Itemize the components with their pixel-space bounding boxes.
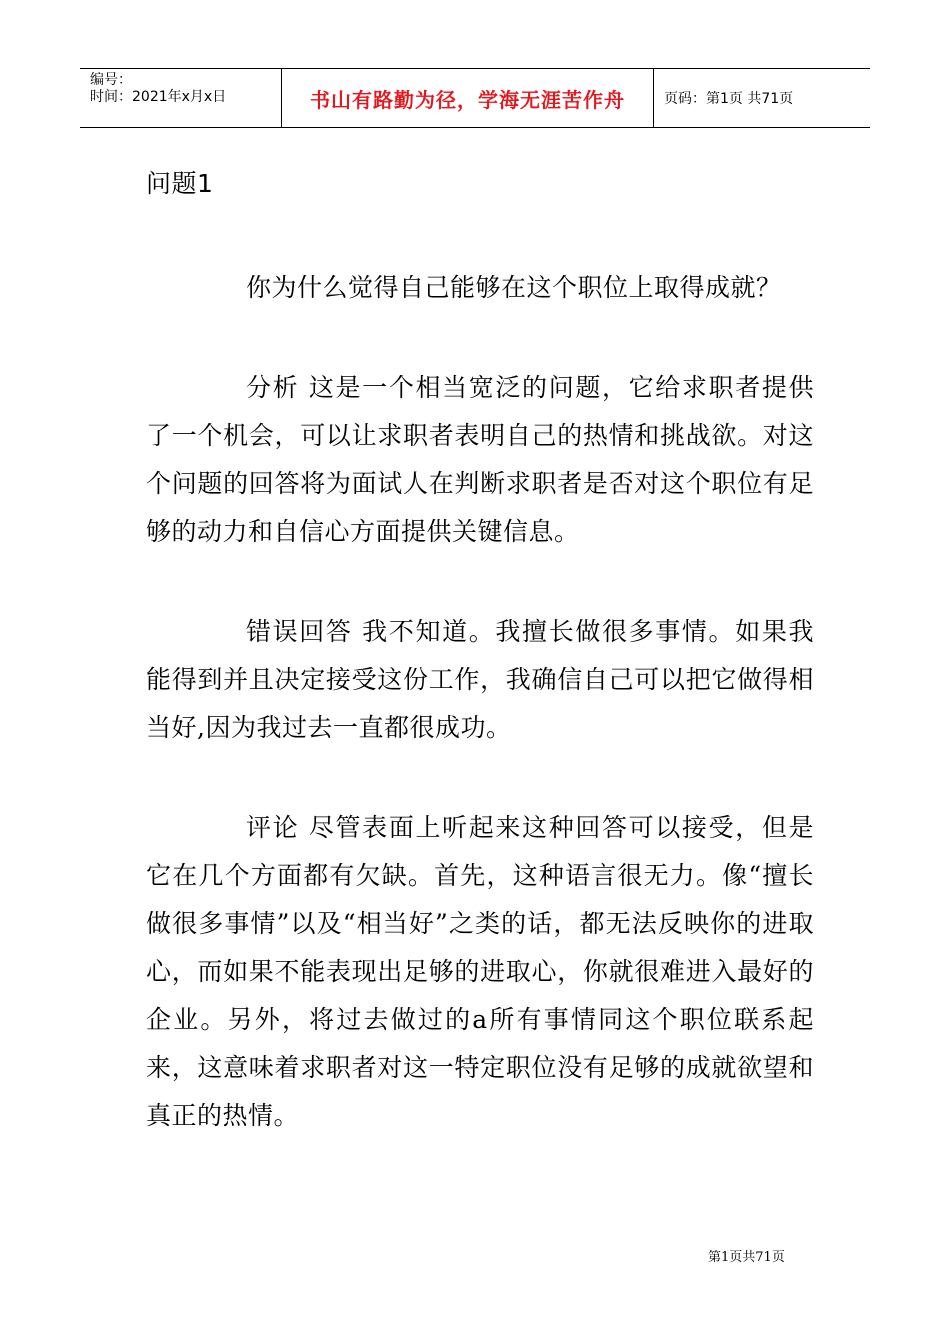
header-page-cell — [654, 69, 870, 127]
wrong-answer-paragraph: 错误回答 我不知道。我擅长做很多事情。如果我能得到并且决定接受这份工作，我确信自己可以把它做得相当好,因为我过去一直都很成功。 — [146, 617, 814, 742]
number-label: 编号： — [90, 72, 132, 88]
page-label: 页码：第1页 共71页 — [664, 91, 794, 107]
question-title: 问题1 — [146, 169, 214, 198]
comment-paragraph: 评论 尽管表面上听起来这种回答可以接受，但是它在几个方面都有欠缺。首先，这种语言很无力。像“擅长做很多事情”以及“相当好”之类的话，都无法反映你的进取心，而如果不能表现出足够的进取心，你就很难进入最好的企业。另外，将过去做过的a所有事情同这个职位联系起来，这意味着求职者对这一特定职位没有足够的成就欲望和真正的热情。 — [146, 813, 814, 1130]
document-body — [146, 160, 814, 1192]
page-header — [80, 68, 870, 128]
date-label: 时间：2021年x月x日 — [90, 89, 227, 105]
question-text: 你为什么觉得自己能够在这个职位上取得成就？ — [246, 273, 782, 302]
page-footer: 第1页共71页 — [708, 1250, 785, 1265]
motto-text: 书山有路勤为径，学海无涯苦作舟 — [310, 87, 625, 112]
analysis-paragraph: 分析 这是一个相当宽泛的问题，它给求职者提供了一个机会，可以让求职者表明自己的热情和挑战欲。对这个问题的回答将为面试人在判断求职者是否对这个职位有足够的动力和自信心方面提供关键信息。 — [146, 373, 814, 546]
header-meta-cell — [80, 69, 282, 127]
header-motto-cell — [282, 69, 654, 127]
